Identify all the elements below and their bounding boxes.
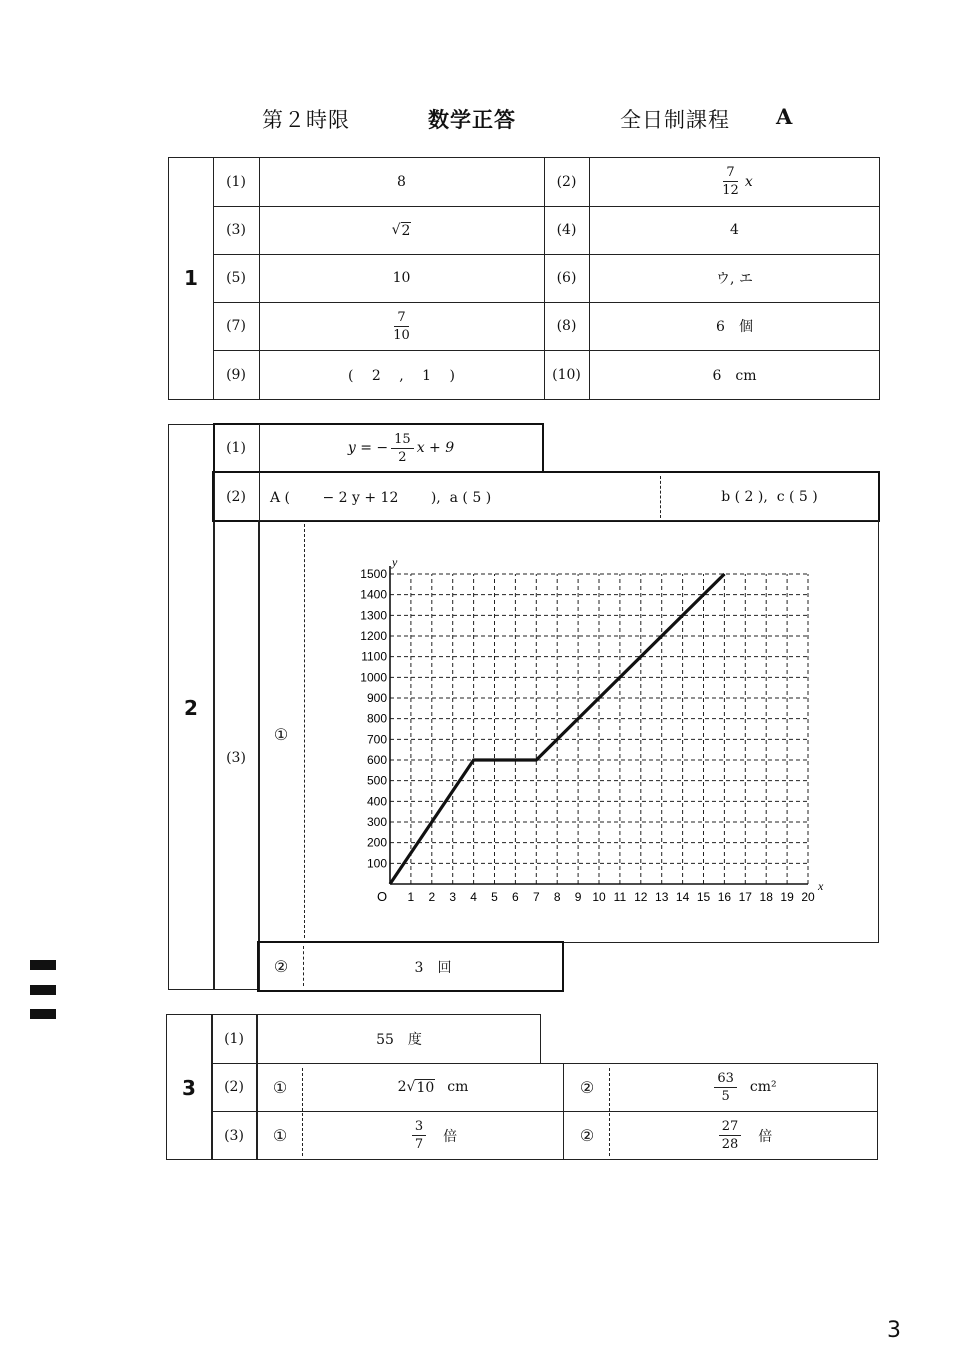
radical-sign: √ (391, 222, 401, 238)
grid (390, 574, 808, 884)
y-tick-label: 400 (366, 794, 387, 809)
answer: 8 (397, 173, 406, 190)
y-tick-label: 500 (366, 773, 387, 788)
y-tick-label: 800 (366, 711, 387, 726)
answer: 6 個 (716, 319, 753, 335)
x-tick-label: 20 (801, 890, 815, 904)
radicand: 2 (401, 222, 411, 239)
x-tick-label: 5 (491, 890, 498, 904)
registration-mark (30, 985, 56, 995)
item-label: (9) (226, 367, 246, 383)
item-label: (2) (226, 488, 246, 505)
answer-equation (259, 424, 543, 472)
axes (390, 566, 808, 884)
y-axis-label: y (392, 555, 398, 569)
x-tick-label: 2 (428, 890, 436, 904)
item-label: (1) (226, 440, 246, 456)
answer-fraction (304, 1111, 562, 1160)
question-number: 2 (184, 696, 198, 720)
unit: cm² (749, 1079, 777, 1095)
x-tick-label: 16 (717, 890, 732, 904)
question-number: 1 (184, 266, 198, 290)
y-tick-label: 1100 (361, 649, 387, 664)
fraction (714, 1072, 737, 1103)
fraction (390, 311, 413, 342)
variable: x (744, 173, 753, 190)
y-tick-label: 1200 (360, 629, 387, 643)
sub-label: ② (579, 1077, 595, 1097)
numerator: 15 (391, 433, 414, 449)
dashed-divider (660, 476, 661, 518)
line-graph (345, 552, 824, 932)
divider (259, 472, 260, 521)
denominator: 5 (721, 1088, 730, 1104)
item-label: (8) (556, 318, 577, 334)
sub-label: ① (272, 1077, 288, 1097)
numerator: 3 (412, 1120, 426, 1136)
item-label: (1) (224, 1031, 244, 1047)
page-number: 3 (887, 1318, 901, 1343)
numerator: 7 (723, 166, 737, 182)
denominator: 7 (414, 1137, 424, 1152)
item-label: (6) (556, 270, 577, 286)
exam-course: 全日制課程 (620, 108, 730, 132)
item-label: (5) (226, 270, 246, 286)
x-tick-label: 19 (780, 890, 794, 904)
item-label: (1) (226, 173, 246, 190)
question-number: 3 (182, 1076, 196, 1100)
y-tick-label: 600 (366, 753, 387, 767)
x-tick-label: 11 (613, 890, 627, 904)
fraction (412, 1120, 426, 1151)
y-tick-label: 200 (366, 835, 387, 850)
divider (563, 1063, 564, 1160)
numerator: 63 (714, 1072, 737, 1088)
sub-label: ① (272, 1126, 288, 1145)
item-label: (3) (226, 222, 246, 238)
item-label: (2) (224, 1079, 244, 1095)
item-label: (4) (556, 222, 577, 238)
answer: 10 (392, 270, 411, 286)
answer-fraction (611, 1063, 877, 1111)
registration-mark (30, 1009, 56, 1019)
unit: 倍 (758, 1128, 773, 1145)
equation-right: x + 9 (416, 440, 455, 456)
exam-version: A (776, 104, 794, 129)
y-tick-label: 900 (366, 691, 387, 705)
exam-period: 第２時限 (262, 108, 350, 132)
sub-label: ① (273, 724, 289, 744)
y-tick-label: 1400 (360, 587, 387, 602)
registration-mark (30, 960, 56, 970)
answer: 55 度 (376, 1032, 422, 1048)
answer-b: b ( 2 ), c ( 5 ) (721, 488, 818, 505)
denominator: 28 (721, 1137, 739, 1152)
coefficient: 2 (397, 1079, 407, 1095)
answer-root (304, 1063, 562, 1111)
y-tick-label: 1300 (360, 608, 387, 623)
numerator: 7 (394, 311, 408, 327)
fraction (719, 1120, 742, 1151)
fraction (719, 166, 742, 197)
denominator: 2 (398, 449, 407, 465)
answer-fraction (611, 1111, 877, 1160)
x-tick-label: 15 (696, 890, 711, 904)
answer-a: A ( − 2 y + 12 ), a ( 5 ) (270, 489, 492, 506)
answer: 6 cm (712, 368, 757, 384)
y-tick-label: 1000 (360, 670, 387, 685)
x-tick-label: 4 (470, 890, 477, 904)
numerator: 27 (719, 1120, 742, 1136)
answer-root (259, 206, 544, 254)
x-tick-label: 3 (449, 890, 457, 904)
x-tick-label: 12 (634, 890, 648, 904)
item-label: (3) (226, 750, 246, 766)
y-tick-label: 1500 (360, 567, 387, 581)
x-tick-label: 17 (738, 890, 752, 904)
fraction (391, 433, 414, 464)
unit: 倍 (443, 1128, 458, 1145)
x-tick-label: 6 (512, 890, 519, 904)
unit: cm (447, 1079, 469, 1095)
tick-labels (360, 555, 824, 904)
exam-subject: 数学正答 (428, 107, 516, 132)
x-tick-label: 14 (675, 890, 690, 904)
x-tick-label: 13 (655, 890, 669, 904)
equation-left: y = − (347, 440, 389, 456)
dashed-divider (304, 524, 305, 938)
answer: 4 (730, 222, 739, 238)
denominator: 10 (393, 327, 410, 343)
answer: 3 回 (414, 959, 452, 976)
sub-label: ② (273, 957, 289, 976)
x-tick-label: 18 (759, 890, 773, 904)
answer: ( 2 , 1 ) (348, 368, 455, 384)
radicand: 10 (416, 1079, 435, 1096)
radical-sign: √ (406, 1079, 416, 1095)
x-tick-label: 1 (407, 890, 415, 904)
denominator: 12 (722, 183, 739, 198)
x-tick-label: 8 (553, 890, 561, 904)
x-axis-label: x (818, 879, 824, 893)
origin-label: O (376, 889, 388, 904)
x-tick-label: 7 (532, 890, 540, 904)
item-label: (7) (226, 318, 246, 334)
answer-fraction (589, 157, 880, 206)
y-tick-label: 100 (366, 856, 387, 871)
dashed-divider (609, 1068, 610, 1156)
item-label: (2) (556, 173, 577, 190)
y-tick-label: 700 (366, 732, 387, 747)
answer-fraction (259, 302, 544, 350)
answer: ウ, エ (716, 271, 753, 287)
x-tick-label: 9 (574, 890, 582, 904)
sub-label: ② (579, 1126, 595, 1145)
dashed-divider (303, 946, 304, 986)
y-tick-label: 300 (366, 815, 387, 829)
item-label: (3) (224, 1127, 244, 1144)
item-label: (10) (552, 367, 581, 383)
dashed-divider (302, 1068, 303, 1156)
x-tick-label: 10 (592, 890, 606, 904)
